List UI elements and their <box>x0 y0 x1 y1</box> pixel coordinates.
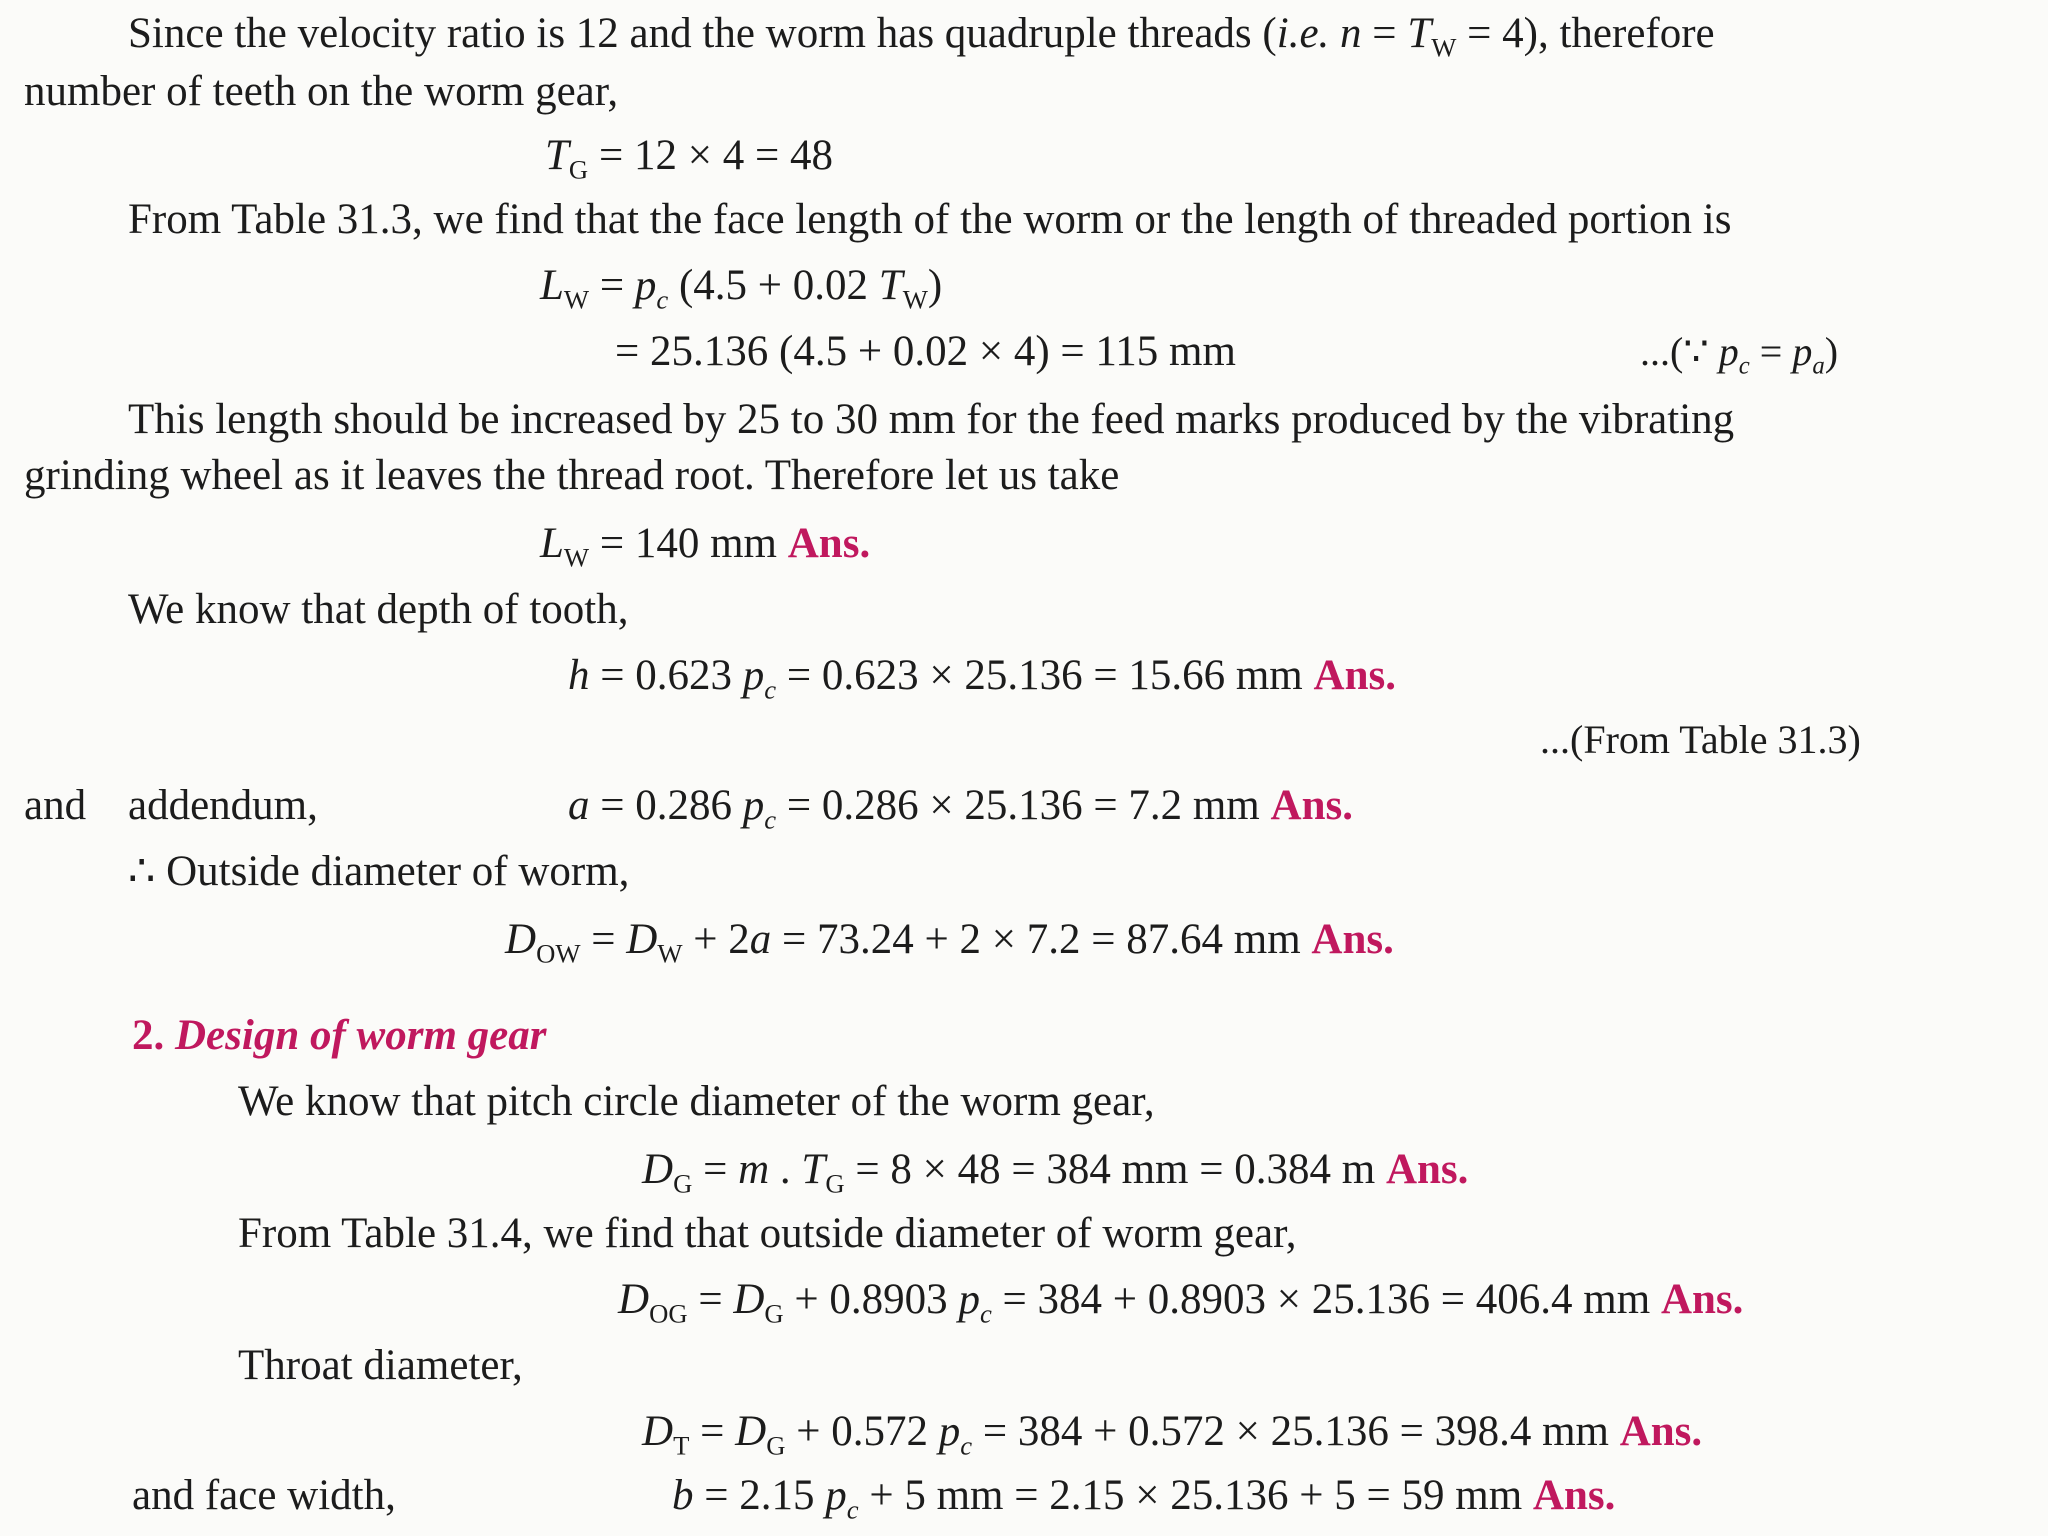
answer-label: Ans. <box>1532 1472 1616 1519</box>
paragraph-face-width: and face width, <box>132 1472 396 1519</box>
note-from-table-31-3: ...(From Table 31.3) <box>1540 717 1861 762</box>
equation-addendum: a = 0.286 $p_c = 0.286 \times 25.136 = 7.2$ mm Ans. <box>568 782 1353 835</box>
section-heading-worm-gear-design: 2. Design of worm gear <box>132 1012 547 1059</box>
paragraph-velocity-ratio: Since the velocity ratio is 12 and the worm has quadruple threads (i.e. $n = T_W = 4$), therefore <box>128 10 1715 63</box>
answer-label: Ans. <box>1619 1408 1703 1455</box>
paragraph-outside-diameter-gear: From Table 31.4, we find that outside diameter of worm gear, <box>238 1210 1297 1257</box>
equation-depth-of-tooth: h = 0.623 $p_c = 0.623 \times 25.136 = 15.66$ mm Ans. <box>568 652 1396 705</box>
paragraph-velocity-ratio-line2: number of teeth on the worm gear, <box>24 68 619 115</box>
note-pc-equals-pa: ...(∵ $p_c = p_a$) <box>1640 329 1839 380</box>
paragraph-throat-diameter: Throat diameter, <box>238 1342 523 1389</box>
equation-face-length: $L_W = p_c$ (4.5 + 0.02 $T_W$) <box>540 262 943 315</box>
equation-outside-diameter-worm: $D_{OW} = D_W + 2a = 73.24 + 2 \times 7.2 = 87.64$ mm Ans. <box>505 916 1394 969</box>
label-addendum: addendum, <box>128 782 318 829</box>
answer-label: Ans. <box>1313 652 1396 699</box>
paragraph-length-increase-line2: grinding wheel as it leaves the thread root. Therefore let us take <box>24 452 1120 499</box>
answer-label: Ans. <box>1660 1276 1744 1323</box>
paragraph-length-increase: This length should be increased by 25 to 30 mm for the feed marks produced by the vibrating <box>128 396 1735 443</box>
equation-teeth-worm-gear: $T_G = 12 \times 4 = 48$ <box>545 132 833 185</box>
paragraph-face-length: From Table 31.3, we find that the face length of the worm or the length of threaded portion is <box>128 196 1732 243</box>
paragraph-depth-of-tooth: We know that depth of tooth, <box>128 586 629 633</box>
equation-face-width: b = 2.15 $p_c + 5$ mm = 2.15 × 25.136 + 5 = 59 mm Ans. <box>672 1472 1616 1525</box>
equation-pitch-circle-diameter: $D_G = m$ . $T_G = 8 \times 48 = 384$ mm = 0.384 m Ans. <box>642 1146 1469 1199</box>
answer-label: Ans. <box>1311 916 1394 963</box>
answer-label: Ans. <box>1270 782 1353 829</box>
equation-length-answer: $L_W = 140$ mm Ans. <box>540 520 871 573</box>
answer-label: Ans. <box>1385 1146 1469 1193</box>
equation-outside-diameter-gear: $D_{OG} = D_G + 0.8903$ $p_c = 384 + 0.8903 \times 25.136 = 406.4$ mm Ans. <box>618 1276 1744 1329</box>
equation-face-length-value: = 25.136 (4.5 + 0.02 × 4) = 115 mm <box>615 328 1236 375</box>
label-and: and <box>24 782 87 829</box>
paragraph-pitch-circle-diameter: We know that pitch circle diameter of the worm gear, <box>238 1078 1155 1125</box>
answer-label: Ans. <box>787 520 871 567</box>
equation-throat-diameter: $D_T = D_G + 0.572$ $p_c = 384 + 0.572 \times 25.136 = 398.4$ mm Ans. <box>642 1408 1703 1461</box>
paragraph-outside-diameter-worm: ∴ Outside diameter of worm, <box>128 848 630 895</box>
